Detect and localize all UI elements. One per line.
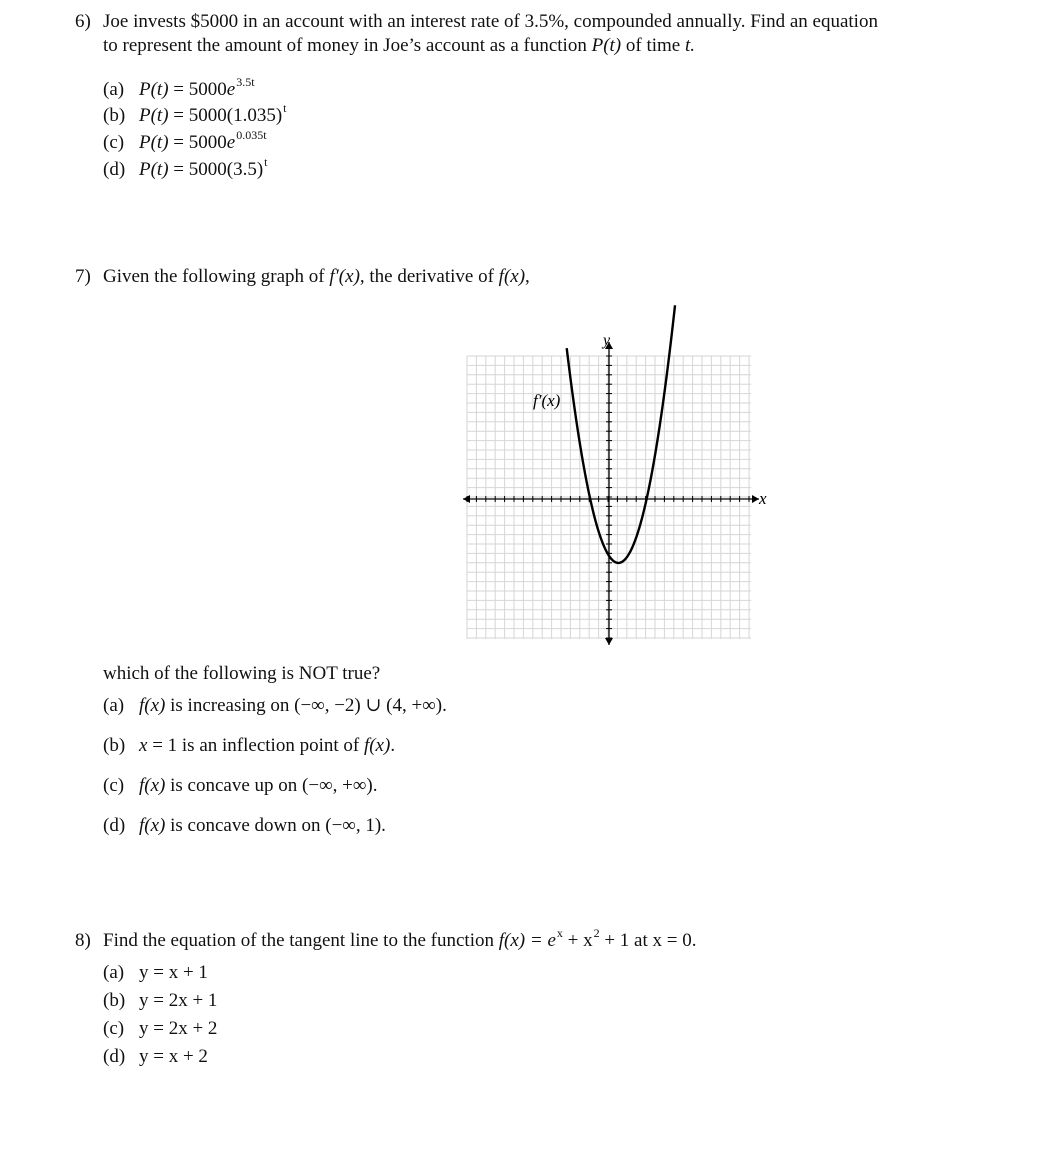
- x-axis-arrow-right: [752, 495, 759, 503]
- option-c[interactable]: (c) f(x) is concave up on (−∞, +∞).: [103, 775, 378, 796]
- axes: [463, 342, 759, 645]
- option-d[interactable]: (d) $P(t) = 5000(3.5)^t$: [103, 155, 268, 180]
- y-axis-label: y: [603, 332, 611, 349]
- option-a[interactable]: (a) $P(t) = 5000e^{3.5t}$: [103, 75, 255, 100]
- question-number: 8): [75, 930, 91, 951]
- curve-label: f′(x): [533, 391, 561, 410]
- x-axis-label: x: [759, 489, 767, 508]
- question-number: 6): [75, 11, 91, 32]
- option-c[interactable]: (c) $P(t) = 5000e^{0.035t}$: [103, 128, 267, 153]
- question-stem-line2: to represent the amount of money in Joe’s account as a function P(t) of time t.: [103, 35, 696, 56]
- option-c[interactable]: (c) y = 2x + 2: [103, 1018, 218, 1039]
- option-b[interactable]: (b) $P(t) = 5000(1.035)^t$: [103, 101, 287, 126]
- question-number: 7): [75, 266, 91, 287]
- option-d[interactable]: (d) y = x + 2: [103, 1046, 208, 1067]
- question-stem: Find the equation of the tangent line to the function $f(x) = e^x + x^2 + 1$ at x = 0.: [103, 926, 697, 951]
- option-d[interactable]: (d) f(x) is concave down on (−∞, 1).: [103, 815, 386, 836]
- question-prompt: which of the following is NOT true?: [103, 663, 381, 684]
- option-a[interactable]: (a) y = x + 1: [103, 962, 208, 983]
- option-a[interactable]: (a) f(x) is increasing on (−∞, −2) ∪ (4, +∞).: [103, 695, 447, 716]
- y-axis-arrow-down: [605, 638, 613, 645]
- option-b[interactable]: (b) x = 1 is an inflection point of f(x).: [103, 735, 396, 756]
- derivative-graph: [455, 300, 785, 652]
- option-b[interactable]: (b) y = 2x + 1: [103, 990, 218, 1011]
- series-line: [567, 305, 675, 563]
- question-stem-line1: Joe invests $5000 in an account with an interest rate of 3.5%, compounded annually. Find an equation: [103, 11, 878, 32]
- question-stem: Given the following graph of f′(x), the derivative of f(x),: [103, 266, 530, 287]
